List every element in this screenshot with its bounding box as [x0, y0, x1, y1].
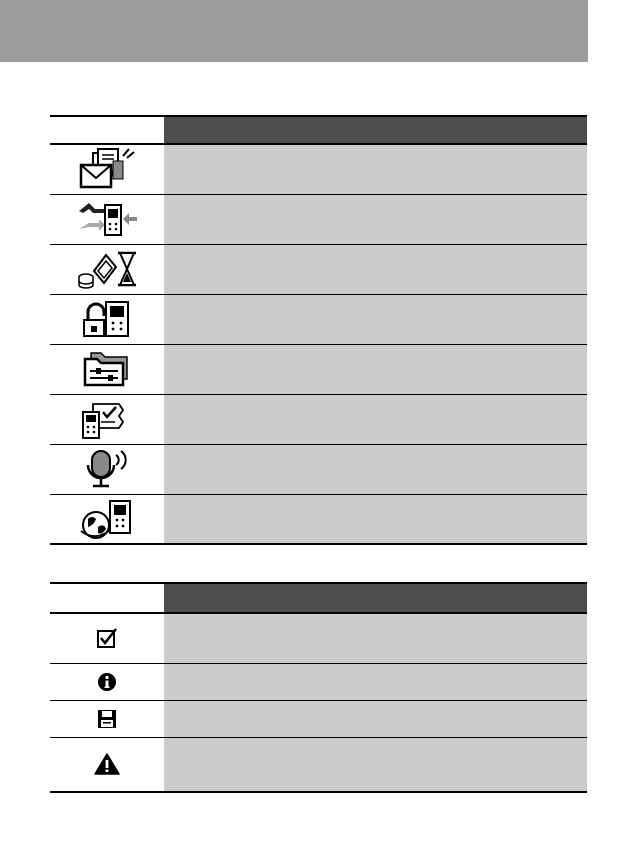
icon-column-header: [50, 116, 164, 144]
folder-settings-icon: [50, 349, 164, 389]
row-description: [164, 630, 174, 645]
row-description: [164, 311, 174, 326]
table-header-row: [50, 583, 587, 613]
row-description: [164, 261, 174, 276]
table-row: [50, 613, 587, 663]
row-description: [164, 511, 174, 526]
phone-sync-icon: [50, 199, 164, 239]
page-header-band: [0, 0, 588, 62]
row-description: [164, 461, 174, 476]
table-row: [50, 663, 587, 700]
icon-column-header: [50, 583, 164, 613]
table-header-row: [50, 116, 587, 144]
checkbox-icon: [50, 627, 164, 649]
symbol-icon-table: [50, 582, 587, 793]
voice-microphone-icon: [50, 447, 164, 491]
table-row: [50, 344, 587, 394]
table-row: [50, 444, 587, 494]
floppy-disk-icon: [50, 709, 164, 729]
row-description: [164, 211, 174, 226]
row-description: [164, 161, 174, 176]
phone-lock-icon: [50, 298, 164, 340]
table-row: [50, 700, 587, 737]
row-description: [164, 411, 174, 426]
warning-icon: [50, 753, 164, 775]
table-row: [50, 144, 587, 194]
description-column-header: [164, 583, 587, 613]
table-row: [50, 194, 587, 244]
globe-phone-icon: [50, 497, 164, 541]
description-column-header: [164, 116, 587, 144]
table-row: [50, 244, 587, 294]
table-row: [50, 394, 587, 444]
table-row: [50, 494, 587, 544]
messaging-icon: [50, 147, 164, 191]
row-description: [164, 756, 174, 771]
table-row: [50, 294, 587, 344]
info-icon: [50, 672, 164, 692]
row-description: [164, 711, 174, 726]
phone-checklist-icon: [50, 398, 164, 440]
row-description: [164, 361, 174, 376]
feature-icon-table: [50, 115, 587, 545]
backup-hourglass-icon: [50, 249, 164, 289]
row-description: [164, 674, 174, 689]
table-row: [50, 737, 587, 792]
